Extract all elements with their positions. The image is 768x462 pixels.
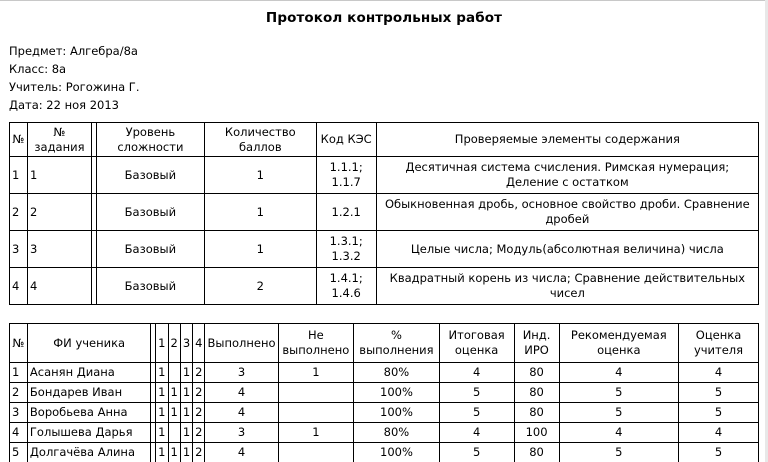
row-level: Базовый (96, 157, 204, 194)
class-line: Класс: 8а (9, 62, 67, 76)
row-recommended: 5 (559, 403, 678, 423)
row-name: Бондарев Иван (27, 383, 151, 403)
row-final: 5 (439, 443, 514, 462)
students-header-row (10, 324, 759, 363)
row-iro: 80 (514, 443, 559, 462)
row-name: Голышева Дарья (27, 423, 151, 443)
row-t2: 1 (168, 443, 180, 462)
table-row (10, 268, 759, 305)
row-t2: 1 (168, 403, 180, 423)
row-teacher-grade: 5 (679, 443, 759, 462)
row-percent: 100% (354, 443, 439, 462)
header-n: № (10, 324, 28, 363)
row-kes (316, 194, 376, 231)
teacher-line: Учитель: Рогожина Г. (9, 80, 140, 94)
table-row (10, 403, 759, 423)
kes-b: 1.1.7 (331, 175, 361, 189)
row-done: 3 (205, 363, 278, 383)
row-task: 2 (27, 194, 91, 231)
top-border (0, 0, 768, 5)
row-percent: 100% (354, 383, 439, 403)
row-recommended: 4 (559, 363, 678, 383)
row-teacher-grade: 5 (679, 403, 759, 423)
row-percent: 100% (354, 403, 439, 423)
tasks-table (9, 122, 759, 305)
row-percent: 80% (354, 363, 439, 383)
row-n: 1 (10, 157, 28, 194)
table-row (10, 423, 759, 443)
row-elements: Десятичная система счисления. Римская нумерация; Деление с остатком (376, 157, 758, 194)
kes-b: 1.3.2 (331, 249, 361, 263)
row-points: 1 (204, 231, 316, 268)
kes-a: 1.1.1; (329, 160, 363, 174)
header-level: Уровень сложности (96, 123, 204, 157)
row-t4: 2 (193, 363, 205, 383)
row-t1: 1 (156, 423, 168, 443)
kes-a: 1.2.1 (331, 204, 361, 219)
row-t4: 2 (193, 423, 205, 443)
row-recommended: 4 (559, 423, 678, 443)
row-done: 4 (205, 403, 278, 423)
row-t3: 1 (180, 403, 192, 423)
row-done: 3 (205, 423, 278, 443)
row-n: 3 (10, 231, 28, 268)
row-t3: 1 (180, 363, 192, 383)
row-teacher-grade: 4 (679, 363, 759, 383)
row-points: 1 (204, 194, 316, 231)
table-row (10, 231, 759, 268)
row-t2 (168, 363, 180, 383)
row-n: 4 (10, 268, 28, 305)
header-t4: 4 (193, 324, 205, 363)
tasks-header-row (10, 123, 759, 157)
row-t4: 2 (193, 443, 205, 462)
header-name: ФИ ученика (27, 324, 151, 363)
table-row (10, 194, 759, 231)
row-not-done (278, 383, 354, 403)
header-t3: 3 (180, 324, 192, 363)
row-level: Базовый (96, 194, 204, 231)
row-level: Базовый (96, 268, 204, 305)
row-task: 4 (27, 268, 91, 305)
row-name: Воробьева Анна (27, 403, 151, 423)
row-elements: Целые числа; Модуль(абсолютная величина) числа (376, 231, 758, 268)
row-t1: 1 (156, 383, 168, 403)
row-not-done: 1 (278, 363, 354, 383)
row-level: Базовый (96, 231, 204, 268)
row-kes (316, 157, 376, 194)
row-final: 5 (439, 403, 514, 423)
row-done: 4 (205, 383, 278, 403)
row-teacher-grade: 5 (679, 383, 759, 403)
row-t3: 1 (180, 443, 192, 462)
table-row (10, 363, 759, 383)
kes-a: 1.4.1; (329, 271, 363, 285)
row-t4: 2 (193, 383, 205, 403)
header-n: № (10, 123, 28, 157)
table-row (10, 157, 759, 194)
row-recommended: 5 (559, 443, 678, 462)
row-iro: 80 (514, 363, 559, 383)
row-n: 3 (10, 403, 28, 423)
row-final: 4 (439, 423, 514, 443)
header-kes: Код КЭС (316, 123, 376, 157)
header-iro: Инд. ИРО (514, 324, 559, 363)
students-table (9, 323, 759, 462)
row-iro: 100 (514, 423, 559, 443)
row-t2 (168, 423, 180, 443)
row-n: 4 (10, 423, 28, 443)
header-done: Выполнено (205, 324, 278, 363)
date-line: Дата: 22 ноя 2013 (9, 98, 119, 112)
row-name: Асанян Диана (27, 363, 151, 383)
row-t2: 1 (168, 383, 180, 403)
row-points: 1 (204, 157, 316, 194)
row-final: 5 (439, 383, 514, 403)
row-t1: 1 (156, 363, 168, 383)
row-not-done: 1 (278, 423, 354, 443)
row-t4: 2 (193, 403, 205, 423)
header-not-done: Не выполнено (278, 324, 354, 363)
row-iro: 80 (514, 383, 559, 403)
row-kes (316, 268, 376, 305)
header-teacher-grade: Оценка учителя (679, 324, 759, 363)
row-iro: 80 (514, 403, 559, 423)
row-recommended: 5 (559, 383, 678, 403)
table-row (10, 443, 759, 462)
page-title: Протокол контрольных работ (265, 10, 503, 26)
row-done: 4 (205, 443, 278, 462)
header-t1: 1 (156, 324, 168, 363)
row-percent: 80% (354, 423, 439, 443)
row-n: 2 (10, 194, 28, 231)
row-kes (316, 231, 376, 268)
subject-line: Предмет: Алгебра/8а (9, 44, 138, 58)
row-t1: 1 (156, 443, 168, 462)
row-not-done (278, 403, 354, 423)
row-name: Долгачёва Алина (27, 443, 151, 462)
row-task: 3 (27, 231, 91, 268)
row-elements: Квадратный корень из числа; Сравнение действительных чисел (376, 268, 758, 305)
row-t1: 1 (156, 403, 168, 423)
header-final: Итоговая оценка (439, 324, 514, 363)
meta-block (9, 42, 139, 114)
row-final: 4 (439, 363, 514, 383)
header-percent: % выполнения (354, 324, 439, 363)
row-n: 2 (10, 383, 28, 403)
header-points: Количество баллов (204, 123, 316, 157)
header-t2: 2 (168, 324, 180, 363)
header-task-no: № задания (27, 123, 91, 157)
kes-b: 1.4.6 (331, 286, 361, 300)
row-points: 2 (204, 268, 316, 305)
header-elements: Проверяемые элементы содержания (376, 123, 758, 157)
row-task: 1 (27, 157, 91, 194)
kes-a: 1.3.1; (329, 234, 363, 248)
row-not-done (278, 443, 354, 462)
row-t3: 1 (180, 423, 192, 443)
row-n: 1 (10, 363, 28, 383)
row-n: 5 (10, 443, 28, 462)
table-row (10, 383, 759, 403)
row-teacher-grade: 4 (679, 423, 759, 443)
header-recommended: Рекомендуемая оценка (559, 324, 678, 363)
row-elements: Обыкновенная дробь, основное свойство дроби. Сравнение дробей (376, 194, 758, 231)
row-t3: 1 (180, 383, 192, 403)
